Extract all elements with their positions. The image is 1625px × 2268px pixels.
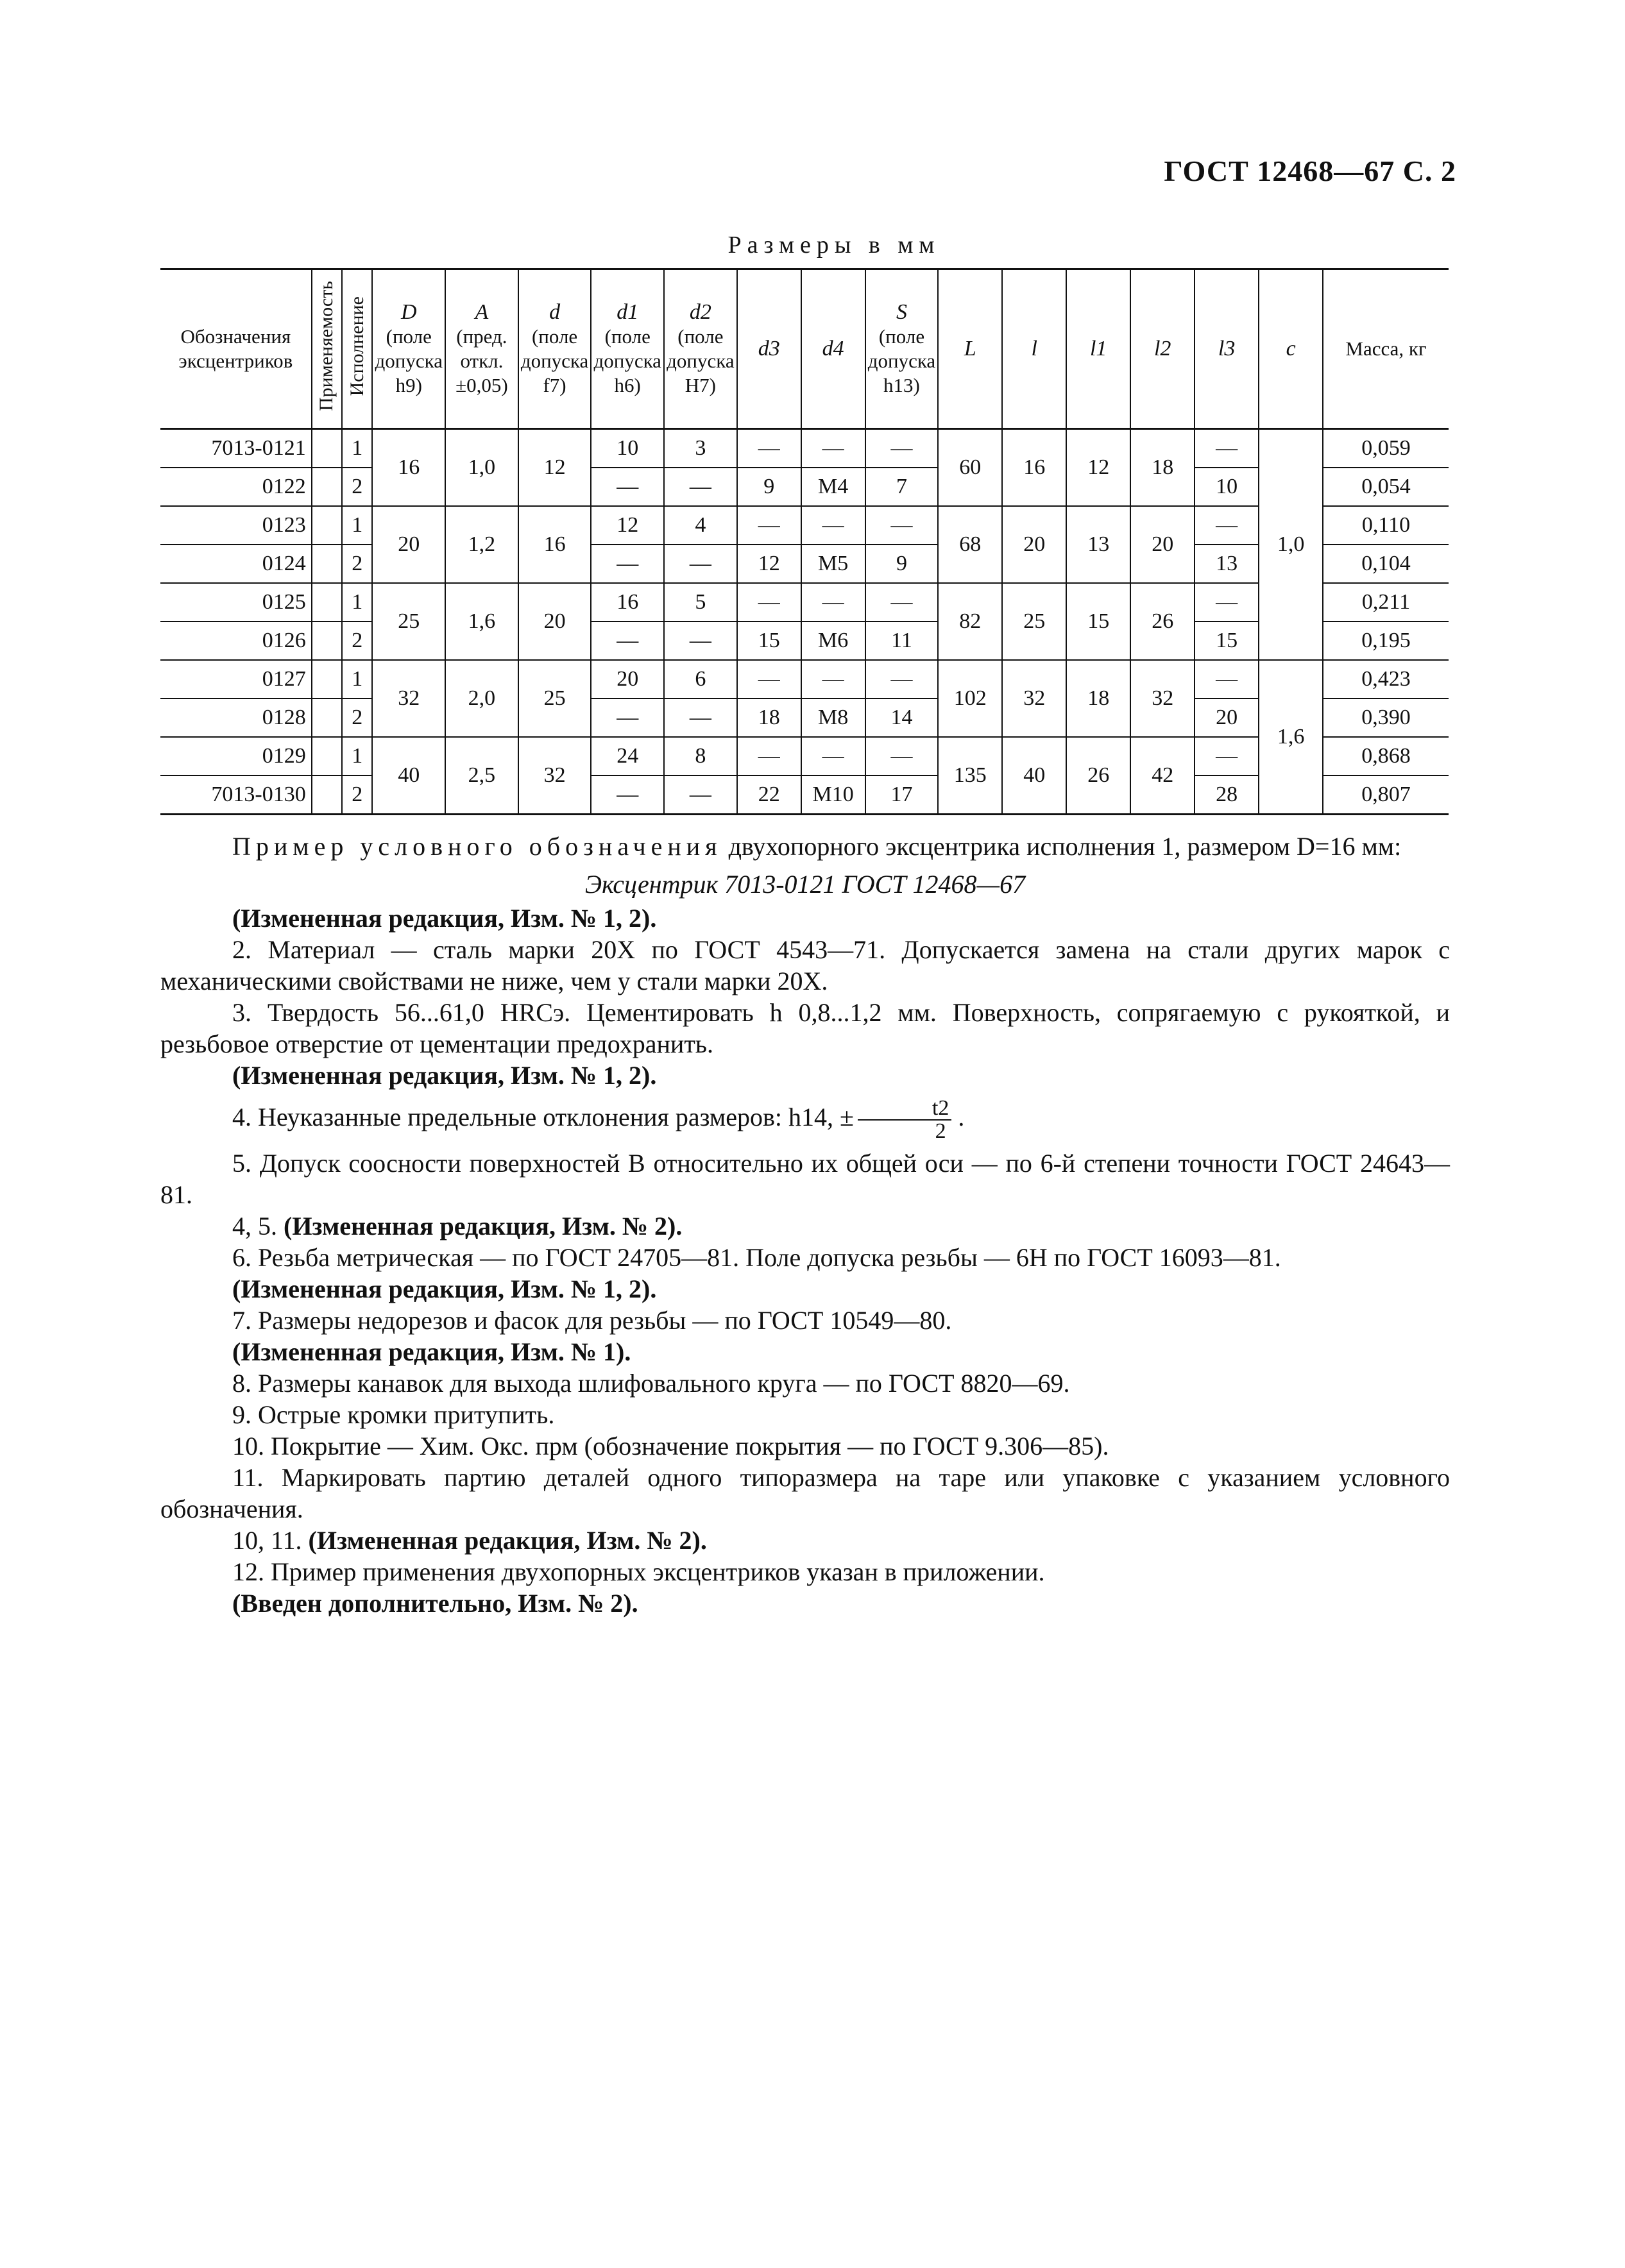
added-note: (Введен дополнительно, Изм. № 2). <box>232 1589 638 1618</box>
cell-applicability <box>312 698 342 737</box>
cell-applicability <box>312 545 342 583</box>
cell-S: — <box>865 583 939 622</box>
cell-d: 32 <box>518 737 591 815</box>
col-d1: d1 (поле допуска h6) <box>591 269 664 429</box>
cell-D: 20 <box>372 506 445 583</box>
cell-l1: 13 <box>1066 506 1130 583</box>
cell-applicability <box>312 737 342 775</box>
cell-d3: — <box>737 660 801 698</box>
cell-l3: 15 <box>1195 622 1259 660</box>
item-8: 8. Размеры канавок для выхода шлифовального круга — по ГОСТ 8820—69. <box>232 1369 1070 1398</box>
cell-S: — <box>865 506 939 545</box>
units-caption: Размеры в мм <box>727 232 940 258</box>
cell-applicability <box>312 429 342 468</box>
cell-d4: M6 <box>801 622 865 660</box>
col-D: D (поле допуска h9) <box>372 269 445 429</box>
item-6: 6. Резьба метрическая — по ГОСТ 24705—81. Поле допуска резьбы — 6Н по ГОСТ 16093—81. <box>232 1243 1281 1272</box>
table-row <box>160 583 1449 622</box>
item-7: 7. Размеры недорезов и фасок для резьбы — по ГОСТ 10549—80. <box>232 1306 952 1335</box>
cell-d1: 12 <box>591 506 664 545</box>
cell-mass: 0,807 <box>1323 775 1449 815</box>
cell-A: 1,0 <box>445 429 518 507</box>
cell-l2: 20 <box>1130 506 1195 583</box>
example-rest: двухопорного эксцентрика исполнения 1, размером D=16 мм: <box>728 832 1402 861</box>
col-l2: l2 <box>1130 269 1195 429</box>
cell-l3: 20 <box>1195 698 1259 737</box>
cell-l1: 12 <box>1066 429 1130 507</box>
cell-applicability <box>312 468 342 506</box>
cell-d2: 5 <box>664 583 737 622</box>
cell-S: 14 <box>865 698 939 737</box>
cell-version: 1 <box>342 429 372 468</box>
change-note: (Измененная редакция, Изм. № 1, 2). <box>232 904 657 933</box>
cell-d4: — <box>801 429 865 468</box>
cell-d2: 6 <box>664 660 737 698</box>
cell-d3: 18 <box>737 698 801 737</box>
col-l3: l3 <box>1195 269 1259 429</box>
cell-d4: M4 <box>801 468 865 506</box>
cell-d2: — <box>664 622 737 660</box>
cell-c: 1,6 <box>1259 660 1323 815</box>
cell-l3: — <box>1195 660 1259 698</box>
cell-D: 25 <box>372 583 445 660</box>
item-3: 3. Твердость 56...61,0 HRCэ. Цементировать h 0,8...1,2 мм. Поверхность, сопрягаемую с рукояткой, и резьбовое отверстие от цементации предохранить. <box>160 998 1450 1058</box>
col-l1: l1 <box>1066 269 1130 429</box>
change-note: (Измененная редакция, Изм. № 1). <box>232 1337 631 1366</box>
cell-designation: 0128 <box>160 698 312 737</box>
cell-mass: 0,195 <box>1323 622 1449 660</box>
cell-l2: 26 <box>1130 583 1195 660</box>
cell-designation: 0127 <box>160 660 312 698</box>
change-note: (Измененная редакция, Изм. № 1, 2). <box>232 1061 657 1090</box>
cell-d3: — <box>737 429 801 468</box>
cell-d1: — <box>591 468 664 506</box>
cell-l: 16 <box>1002 429 1066 507</box>
cell-mass: 0,211 <box>1323 583 1449 622</box>
cell-mass: 0,104 <box>1323 545 1449 583</box>
cell-d2: 8 <box>664 737 737 775</box>
col-S: S (поле допуска h13) <box>865 269 939 429</box>
cell-l3: — <box>1195 429 1259 468</box>
cell-designation: 7013-0121 <box>160 429 312 468</box>
cell-S: 7 <box>865 468 939 506</box>
cell-version: 2 <box>342 545 372 583</box>
cell-version: 1 <box>342 737 372 775</box>
cell-applicability <box>312 660 342 698</box>
cell-applicability <box>312 506 342 545</box>
cell-L: 82 <box>938 583 1002 660</box>
cell-D: 32 <box>372 660 445 737</box>
body-text <box>160 831 1450 1619</box>
change-note: (Измененная редакция, Изм. № 1, 2). <box>232 1274 657 1303</box>
example-designation: Эксцентрик 7013-0121 ГОСТ 12468—67 <box>584 870 1026 899</box>
cell-designation: 0129 <box>160 737 312 775</box>
cell-d2: — <box>664 468 737 506</box>
item-10: 10. Покрытие — Хим. Окс. прм (обозначение покрытия — по ГОСТ 9.306—85). <box>232 1432 1109 1460</box>
col-applicability: Применяемость <box>312 269 342 429</box>
cell-D: 40 <box>372 737 445 815</box>
page-header: ГОСТ 12468—67 С. 2 <box>1164 155 1456 187</box>
cell-d2: — <box>664 775 737 815</box>
cell-l3: — <box>1195 506 1259 545</box>
cell-S: 9 <box>865 545 939 583</box>
cell-applicability <box>312 775 342 815</box>
cell-applicability <box>312 622 342 660</box>
item-12: 12. Пример применения двухопорных эксцентриков указан в приложении. <box>232 1557 1045 1586</box>
cell-mass: 0,423 <box>1323 660 1449 698</box>
cell-mass: 0,054 <box>1323 468 1449 506</box>
cell-d4: M10 <box>801 775 865 815</box>
table-body <box>160 429 1449 815</box>
cell-A: 2,0 <box>445 660 518 737</box>
col-d2: d2 (поле допуска H7) <box>664 269 737 429</box>
cell-D: 16 <box>372 429 445 507</box>
cell-L: 135 <box>938 737 1002 815</box>
cell-d4: — <box>801 506 865 545</box>
cell-d1: 24 <box>591 737 664 775</box>
cell-d: 12 <box>518 429 591 507</box>
table-row <box>160 622 1449 660</box>
cell-d2: — <box>664 545 737 583</box>
cell-l3: — <box>1195 583 1259 622</box>
item-4: 4. Неуказанные предельные отклонения размеров: h14, ± $\frac{t2}{2}$ . <box>232 1096 965 1143</box>
col-version: Исполнение <box>342 269 372 429</box>
cell-d1: 20 <box>591 660 664 698</box>
cell-mass: 0,110 <box>1323 506 1449 545</box>
item-5: 5. Допуск соосности поверхностей B относительно их общей оси — по 6-й степени точности ГОСТ 24643—81. <box>160 1149 1450 1209</box>
cell-l1: 18 <box>1066 660 1130 737</box>
cell-d3: 12 <box>737 545 801 583</box>
cell-version: 2 <box>342 775 372 815</box>
col-d3: d3 <box>737 269 801 429</box>
table-row <box>160 429 1449 468</box>
col-c: c <box>1259 269 1323 429</box>
cell-version: 1 <box>342 583 372 622</box>
cell-d1: — <box>591 622 664 660</box>
cell-designation: 0126 <box>160 622 312 660</box>
table-row <box>160 660 1449 698</box>
cell-d: 16 <box>518 506 591 583</box>
cell-d1: — <box>591 698 664 737</box>
cell-d4: — <box>801 583 865 622</box>
col-d4: d4 <box>801 269 865 429</box>
cell-l2: 18 <box>1130 429 1195 507</box>
cell-version: 2 <box>342 468 372 506</box>
item-2: 2. Материал — сталь марки 20Х по ГОСТ 4543—71. Допускается замена на стали других марок с механическими свойствами не ниже, чем у стали марки 20Х. <box>160 935 1450 995</box>
cell-d3: — <box>737 583 801 622</box>
cell-version: 2 <box>342 622 372 660</box>
col-d: d (поле допуска f7) <box>518 269 591 429</box>
cell-mass: 0,390 <box>1323 698 1449 737</box>
cell-d1: — <box>591 775 664 815</box>
cell-designation: 0125 <box>160 583 312 622</box>
cell-d4: M5 <box>801 545 865 583</box>
cell-d3: 15 <box>737 622 801 660</box>
cell-designation: 7013-0130 <box>160 775 312 815</box>
cell-l1: 26 <box>1066 737 1130 815</box>
cell-l3: — <box>1195 737 1259 775</box>
cell-designation: 0124 <box>160 545 312 583</box>
table-row <box>160 737 1449 775</box>
change-note-10-11: 10, 11. (Измененная редакция, Изм. № 2). <box>232 1526 707 1555</box>
table-row <box>160 506 1449 545</box>
cell-l1: 15 <box>1066 583 1130 660</box>
cell-A: 1,6 <box>445 583 518 660</box>
cell-l: 40 <box>1002 737 1066 815</box>
cell-d3: 9 <box>737 468 801 506</box>
col-A: A (пред. откл. ±0,05) <box>445 269 518 429</box>
cell-S: — <box>865 429 939 468</box>
cell-version: 2 <box>342 698 372 737</box>
example-paragraph <box>160 831 1450 862</box>
cell-S: — <box>865 660 939 698</box>
cell-l3: 13 <box>1195 545 1259 583</box>
col-designation: Обозначения эксцентриков <box>160 269 312 429</box>
cell-d1: 16 <box>591 583 664 622</box>
cell-l: 20 <box>1002 506 1066 583</box>
item-9: 9. Острые кромки притупить. <box>232 1400 555 1429</box>
cell-l2: 32 <box>1130 660 1195 737</box>
cell-designation: 0123 <box>160 506 312 545</box>
table-header-row <box>160 269 1449 429</box>
cell-d3: — <box>737 506 801 545</box>
cell-L: 102 <box>938 660 1002 737</box>
cell-d2: 4 <box>664 506 737 545</box>
cell-d: 25 <box>518 660 591 737</box>
cell-d3: 22 <box>737 775 801 815</box>
cell-A: 2,5 <box>445 737 518 815</box>
change-note-4-5: 4, 5. (Измененная редакция, Изм. № 2). <box>232 1212 683 1240</box>
cell-version: 1 <box>342 506 372 545</box>
cell-l3: 10 <box>1195 468 1259 506</box>
cell-d4: M8 <box>801 698 865 737</box>
cell-S: — <box>865 737 939 775</box>
cell-version: 1 <box>342 660 372 698</box>
cell-d2: — <box>664 698 737 737</box>
cell-l: 32 <box>1002 660 1066 737</box>
cell-d4: — <box>801 737 865 775</box>
cell-d2: 3 <box>664 429 737 468</box>
cell-S: 17 <box>865 775 939 815</box>
cell-designation: 0122 <box>160 468 312 506</box>
cell-L: 60 <box>938 429 1002 507</box>
cell-d1: — <box>591 545 664 583</box>
col-l: l <box>1002 269 1066 429</box>
cell-S: 11 <box>865 622 939 660</box>
cell-c: 1,0 <box>1259 429 1323 661</box>
cell-d1: 10 <box>591 429 664 468</box>
cell-d4: — <box>801 660 865 698</box>
table-row <box>160 775 1449 815</box>
cell-A: 1,2 <box>445 506 518 583</box>
cell-L: 68 <box>938 506 1002 583</box>
cell-l3: 28 <box>1195 775 1259 815</box>
col-L: L <box>938 269 1002 429</box>
fraction: $\frac{t2}{2}$ <box>858 1097 951 1142</box>
cell-d: 20 <box>518 583 591 660</box>
cell-d3: — <box>737 737 801 775</box>
cell-l: 25 <box>1002 583 1066 660</box>
col-mass: Масса, кг <box>1323 269 1449 429</box>
cell-mass: 0,059 <box>1323 429 1449 468</box>
example-lead: Пример условного обозначения <box>232 832 722 861</box>
cell-applicability <box>312 583 342 622</box>
table-row <box>160 468 1449 506</box>
item-11: 11. Маркировать партию деталей одного типоразмера на таре или упаковке с указанием условного обозначения. <box>160 1463 1450 1523</box>
table-row <box>160 545 1449 583</box>
cell-l2: 42 <box>1130 737 1195 815</box>
cell-mass: 0,868 <box>1323 737 1449 775</box>
table-row <box>160 698 1449 737</box>
dimensions-table <box>160 268 1449 815</box>
